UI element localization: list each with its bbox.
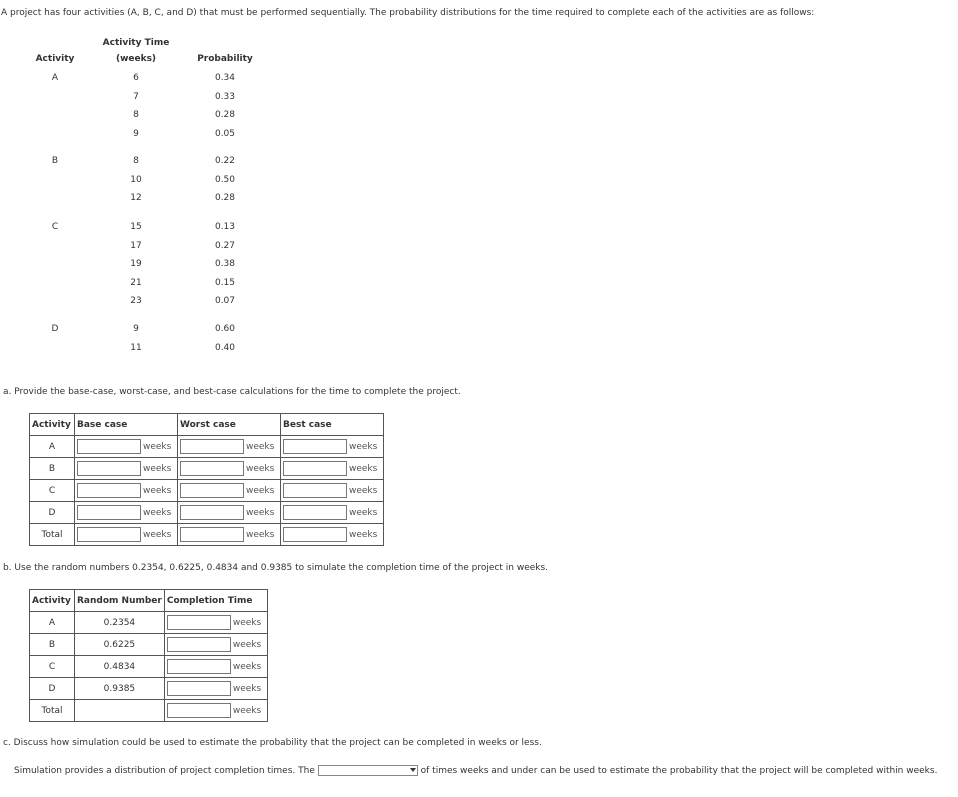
worst-case-input[interactable]	[180, 505, 244, 520]
best-case-input[interactable]	[283, 527, 347, 542]
dist-probability-value: 0.50	[214, 174, 236, 185]
intro-text: A project has four activities (A, B, C, and D) that must be performed sequentially. The probability distributions for the time required to complete each of the activities are as follows:	[1, 8, 815, 18]
dist-time-value: 8	[133, 110, 139, 120]
table-a-best-cell	[281, 458, 384, 480]
unit-label: weeks	[349, 485, 378, 496]
table-b-completion-cell	[164, 656, 267, 678]
table-a-worst-cell	[178, 436, 281, 458]
unit-label: weeks	[349, 463, 378, 474]
table-a-header-best: Best case	[281, 414, 384, 436]
unit-label: weeks	[232, 705, 262, 716]
dist-probability-value: 0.38	[214, 259, 236, 269]
table-b-completion-cell	[164, 612, 267, 634]
table-a-best-cell	[281, 502, 384, 524]
question-a: a. Provide the base-case, worst-case, and best-case calculations for the time to complete the project.	[3, 387, 461, 397]
dist-time-value: 9	[133, 324, 139, 334]
table-a-row	[30, 458, 384, 480]
table-b-random-number	[75, 700, 165, 722]
best-case-input[interactable]	[283, 439, 347, 454]
table-a-worst-cell	[178, 458, 281, 480]
table-a-best-cell	[281, 480, 384, 502]
table-b-row	[30, 656, 268, 678]
dist-header-time-line2: (weeks)	[115, 54, 157, 64]
table-a-best-cell	[281, 524, 384, 546]
dist-probability-value: 0.13	[214, 222, 236, 232]
worst-case-input[interactable]	[180, 483, 244, 498]
base-case-input[interactable]	[77, 483, 141, 498]
table-b-header-random: Random Number	[75, 590, 165, 612]
table-b-row	[30, 678, 268, 700]
answer-c-after: of times weeks and under can be used to estimate the probability that the project will be completed within weeks.	[420, 766, 938, 776]
completion-time-input[interactable]	[167, 615, 231, 630]
table-b-activity: A	[30, 612, 75, 634]
unit-label: weeks	[232, 617, 262, 628]
dist-probability-value: 0.05	[214, 128, 236, 139]
dist-probability-value: 0.60	[214, 324, 236, 334]
table-b-activity: B	[30, 634, 75, 656]
dist-header-probability: Probability	[197, 54, 253, 64]
table-a-row	[30, 480, 384, 502]
table-a-header-worst: Worst case	[178, 414, 281, 436]
unit-label: weeks	[246, 485, 275, 496]
answer-c-line	[14, 765, 937, 776]
unit-label: weeks	[143, 463, 172, 474]
dist-time-value: 17	[130, 240, 142, 251]
worst-case-input[interactable]	[180, 439, 244, 454]
unit-label: weeks	[246, 507, 275, 518]
dist-probability-value: 0.40	[214, 342, 236, 353]
dist-activity-label: A	[51, 73, 59, 83]
dist-time-value: 7	[133, 91, 139, 102]
table-b-row	[30, 612, 268, 634]
dist-probability-value: 0.33	[214, 91, 236, 102]
completion-time-input[interactable]	[167, 637, 231, 652]
dist-time-value: 10	[130, 174, 142, 185]
base-case-input[interactable]	[77, 439, 141, 454]
dist-time-value: 8	[133, 156, 139, 166]
unit-label: weeks	[349, 507, 378, 518]
table-b-header-completion: Completion Time	[164, 590, 267, 612]
answer-c-dropdown[interactable]	[318, 765, 418, 776]
completion-time-input[interactable]	[167, 681, 231, 696]
dist-time-value: 6	[133, 73, 139, 83]
dist-time-value: 19	[130, 259, 142, 269]
unit-label: weeks	[143, 507, 172, 518]
table-b-activity: C	[30, 656, 75, 678]
table-a-activity: D	[30, 502, 75, 524]
table-a-base-cell	[75, 436, 178, 458]
dist-header-activity: Activity	[35, 54, 75, 64]
dist-time-value: 11	[130, 342, 142, 353]
unit-label: weeks	[349, 529, 378, 540]
dist-activity-label: D	[51, 324, 59, 334]
worst-case-input[interactable]	[180, 461, 244, 476]
unit-label: weeks	[246, 529, 275, 540]
unit-label: weeks	[232, 639, 262, 650]
table-a-row	[30, 502, 384, 524]
table-a-worst-cell	[178, 480, 281, 502]
table-b-activity: D	[30, 678, 75, 700]
table-b-activity: Total	[30, 700, 75, 722]
dist-probability-value: 0.15	[214, 277, 236, 288]
unit-label: weeks	[143, 485, 172, 496]
table-b-row	[30, 700, 268, 722]
table-b-header-activity: Activity	[30, 590, 75, 612]
dist-activity-label: C	[51, 222, 59, 232]
dist-probability-value: 0.28	[214, 193, 236, 203]
base-case-input[interactable]	[77, 505, 141, 520]
completion-time-input[interactable]	[167, 703, 231, 718]
table-b-row	[30, 634, 268, 656]
table-a-row	[30, 436, 384, 458]
table-b-completion-cell	[164, 634, 267, 656]
table-a-header-base: Base case	[75, 414, 178, 436]
dist-probability-value: 0.22	[214, 156, 236, 166]
question-b: b. Use the random numbers 0.2354, 0.6225, 0.4834 and 0.9385 to simulate the completion time of the project in weeks.	[3, 563, 549, 573]
table-b	[29, 589, 268, 722]
unit-label: weeks	[143, 441, 172, 452]
dist-time-value: 9	[133, 128, 139, 139]
base-case-input[interactable]	[77, 527, 141, 542]
dist-time-value: 12	[130, 193, 142, 203]
dist-probability-value: 0.27	[214, 240, 236, 251]
table-b-random-number: 0.2354	[75, 612, 165, 634]
table-a-worst-cell	[178, 502, 281, 524]
table-a-activity: Total	[30, 524, 75, 546]
best-case-input[interactable]	[283, 461, 347, 476]
unit-label: weeks	[246, 463, 275, 474]
answer-c-before: Simulation provides a distribution of project completion times. The	[14, 766, 315, 776]
table-a-base-cell	[75, 480, 178, 502]
table-a-activity: C	[30, 480, 75, 502]
table-a-base-cell	[75, 458, 178, 480]
table-b-random-number: 0.9385	[75, 678, 165, 700]
question-c: c. Discuss how simulation could be used to estimate the probability that the project can be completed in weeks or less.	[3, 738, 542, 748]
table-a-best-cell	[281, 436, 384, 458]
worst-case-input[interactable]	[180, 527, 244, 542]
table-b-completion-cell	[164, 678, 267, 700]
dist-header-time-line1: Activity Time	[102, 38, 170, 48]
dist-time-value: 15	[130, 222, 142, 232]
unit-label: weeks	[232, 683, 262, 694]
table-b-completion-cell	[164, 700, 267, 722]
unit-label: weeks	[143, 529, 172, 540]
unit-label: weeks	[246, 441, 275, 452]
table-a-worst-cell	[178, 524, 281, 546]
chevron-down-icon	[410, 768, 416, 772]
dist-probability-value: 0.07	[214, 296, 236, 306]
table-b-random-number: 0.6225	[75, 634, 165, 656]
table-a-activity: A	[30, 436, 75, 458]
dist-probability-value: 0.34	[214, 73, 236, 83]
table-a-activity: B	[30, 458, 75, 480]
table-a-row	[30, 524, 384, 546]
table-a-header-activity: Activity	[30, 414, 75, 436]
completion-time-input[interactable]	[167, 659, 231, 674]
dist-time-value: 23	[130, 296, 142, 306]
table-a-base-cell	[75, 502, 178, 524]
dist-time-value: 21	[130, 277, 142, 288]
dist-probability-value: 0.28	[214, 110, 236, 120]
unit-label: weeks	[232, 661, 262, 672]
base-case-input[interactable]	[77, 461, 141, 476]
unit-label: weeks	[349, 441, 378, 452]
best-case-input[interactable]	[283, 505, 347, 520]
dist-activity-label: B	[51, 156, 59, 166]
table-b-random-number: 0.4834	[75, 656, 165, 678]
table-a	[29, 413, 384, 546]
best-case-input[interactable]	[283, 483, 347, 498]
table-a-base-cell	[75, 524, 178, 546]
